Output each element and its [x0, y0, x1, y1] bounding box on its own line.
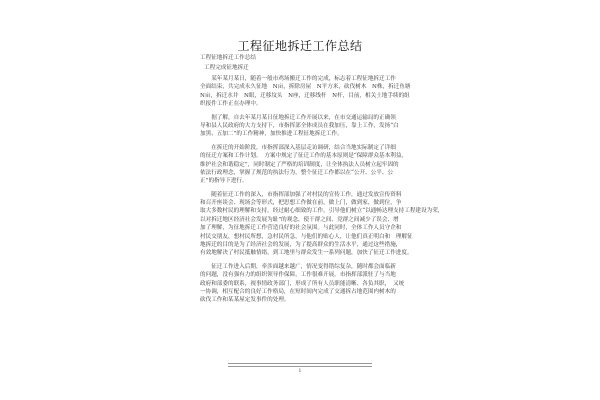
footer-rule-secondary [228, 366, 372, 367]
paragraph-line: 某年某月某日，随着一般市鸡场搬迁工作的完成，标志着工程征地拆迁工作 [200, 76, 396, 82]
paragraph-line: 加黑、五加二”的工作精神，加快推进工程征地拆迁工作。 [200, 131, 343, 138]
paragraph-line: 以对拆迁地区经济社会发展为耻”的观念，使干群之间、党群之间减少了误会、增 [200, 216, 399, 223]
paragraph-line: 砍伐工作和某某屋定发事件的处理。 [200, 297, 290, 304]
paragraph-line: 织报件工作正在办理中。 [200, 101, 262, 108]
footer-rule [228, 363, 372, 364]
subheading-2: 工程完成征地拆迁 [204, 65, 249, 71]
paragraph [200, 191, 444, 258]
paragraph-line: 的征迁方案和工作计划。 方案中规定了征迁工作的基本原则是“保障群众基本利益， [200, 153, 408, 160]
paragraph-line: 随着征迁工作的深入，市指挥部加强了对村民的宣传工作，通过发放宣传资料 [200, 191, 402, 198]
document-title: 工程征地拆迁工作总结 [237, 39, 363, 53]
paragraph-line: 加了理解，为征地拆迁工作营造良好的社会氛围。与此同时，全体工作人员守企和 [200, 225, 402, 232]
paragraph [200, 75, 412, 109]
page-number: 1 [298, 368, 302, 374]
paragraph-line: 一协调，相互配合的良好工作格局，在短时间内完成了交通拆占地范围内树木的 [200, 288, 396, 295]
paragraph-line: 正”的指导下进行。 [200, 178, 248, 185]
paragraph-line: 维护社会和谐稳定”，同时制定了严格的培训制度，让全体执法人员树立起牢固的 [200, 161, 399, 168]
paragraph [200, 114, 412, 139]
paragraph-line: 依法行政理念，掌握了规范的执法行为，整个征迁工作都以在“公开、公平、公 [200, 169, 394, 176]
document-body [200, 75, 444, 305]
paragraph-line: 的问题，没有强有力的组织领导作保障，工作很难开展。市指挥部派驻了与当地 [200, 272, 396, 279]
paragraph-line: 在拆迁的开始阶段，市指挥部深入基层走访调研，结合当地实际制定了详细 [200, 144, 396, 151]
subheading-1: 工程征地拆迁工作总结 [200, 55, 256, 61]
paragraph-line: 导和县人民政府的大力支持下，市指挥部全体成员在我加压，靠上工作，发扬“白 [200, 122, 399, 129]
paragraph-line: 和召开座谈会、现场会等形式，把思想工作做在前，做上门，做到家，做到位，争 [200, 200, 402, 207]
paragraph-line: 征迁工作进入后期，牵涉面越来越广，情况变得错综复杂，随时都会面临新 [200, 263, 396, 270]
paragraph-line: 有效地解决了村民抵触情绪，到工地里与群众发生一系列问题，加快了征迁工作进度。 [200, 250, 413, 257]
paragraph [200, 144, 412, 186]
paragraph-line: 据了解，自去年某月某日征地拆迁工作开展以来，在市交通运输局的正确领 [200, 114, 396, 121]
paragraph [200, 263, 412, 305]
paragraph-line: 政府和部委的联系，视事情政务部门，形成了所有人员职能清晰、各负其职， 又统 [200, 280, 405, 287]
paragraph-line: 地拆迁的目的是为了经济社会的发展，为了提高群众的生活水平，通过这些措施， [200, 242, 402, 249]
paragraph-line: 取大多数村民的理解和支持，经过耐心细致的工作，引导他们树立“以通畅达理支持工程建设为荣， [200, 208, 444, 215]
paragraph-line: 村民交朋友，想村民所想，急村民所急，与他们的贴心人，让他们真正明白和 理解征 [200, 233, 413, 240]
paragraph-line: 全面结束，共完成永久征地 N亩，拆除房屋 N平方米，砍伐树木 N株，拆迁鱼塘 [200, 84, 411, 91]
paragraph-line: N亩，拆迁水井 N眼，迁移坟头 N座，迁移线杆 N杆，目前，相关土地手续的组 [200, 92, 410, 99]
